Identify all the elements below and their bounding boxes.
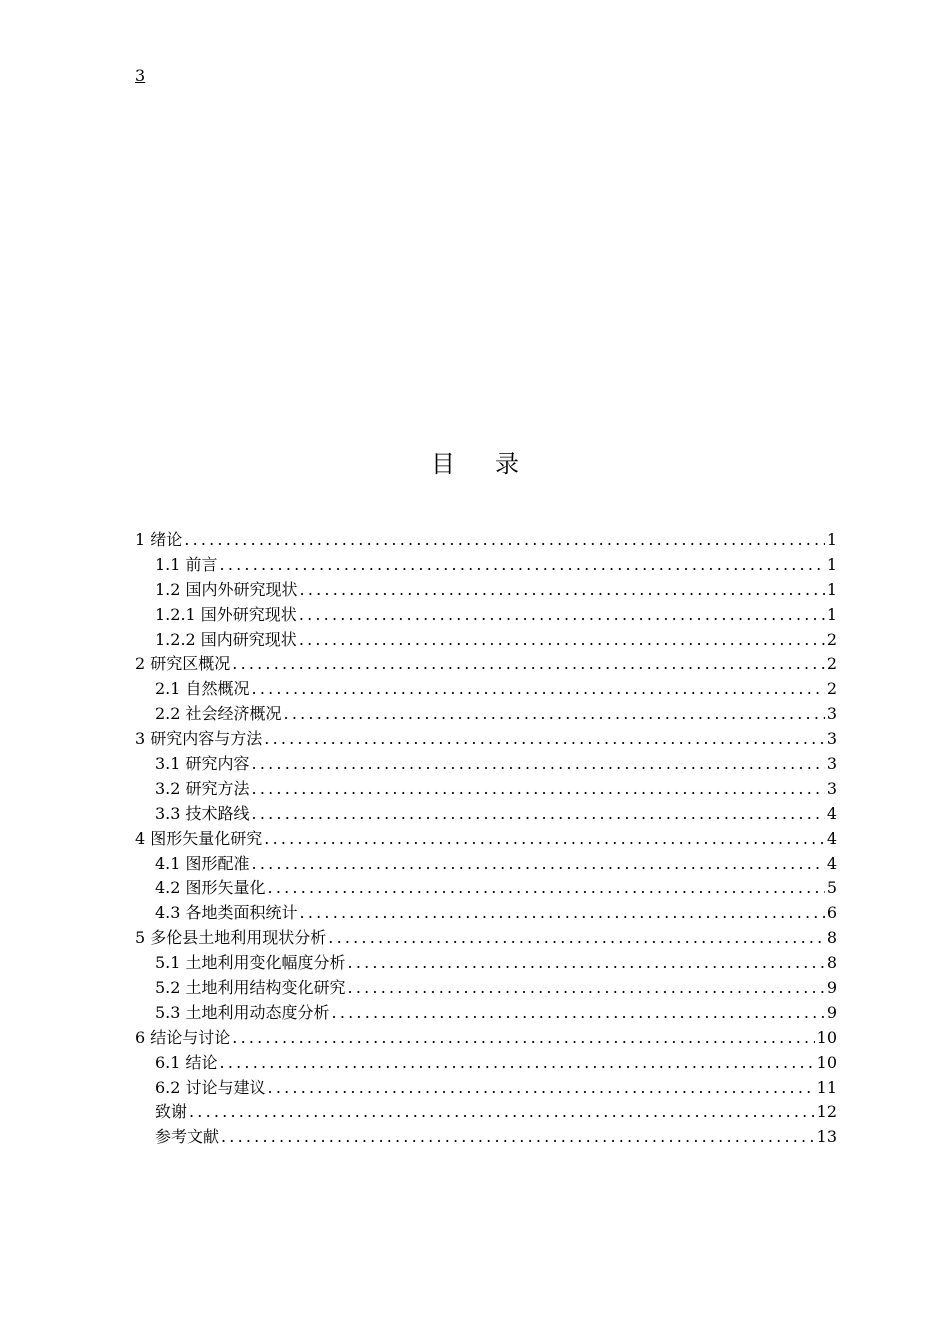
toc-entry[interactable] [135, 528, 837, 553]
toc-entry-page: 9 [826, 978, 837, 998]
toc-leader-dots [189, 1100, 815, 1125]
toc-entry[interactable] [135, 553, 837, 578]
toc-leader-dots [252, 777, 825, 802]
toc-title: 目录 [431, 450, 559, 478]
toc-leader-dots [220, 553, 825, 578]
toc-entry[interactable] [135, 827, 837, 852]
toc-entry-label: 5.3 土地利用动态度分析 [155, 1002, 330, 1022]
toc-leader-dots [332, 1001, 825, 1026]
toc-entry[interactable] [135, 578, 837, 603]
toc-entry-label: 6.2 讨论与建议 [155, 1077, 266, 1097]
toc-entry-label: 5.1 土地利用变化幅度分析 [155, 953, 346, 973]
toc-leader-dots [221, 1125, 815, 1150]
toc-entry-page: 1 [826, 554, 837, 574]
toc-entry[interactable] [135, 777, 837, 802]
toc-leader-dots [252, 852, 825, 877]
toc-entry[interactable] [135, 802, 837, 827]
toc-entry[interactable] [135, 752, 837, 777]
toc-entry-label: 4 图形矢量化研究 [135, 828, 263, 848]
toc-entry-page: 10 [816, 1027, 837, 1047]
toc-leader-dots [220, 1051, 815, 1076]
toc-leader-dots [268, 1076, 815, 1101]
toc-entry-page: 3 [826, 729, 837, 749]
toc-leader-dots [328, 926, 825, 951]
toc-entry-label: 6 结论与讨论 [135, 1027, 231, 1047]
toc-entry-label: 3.2 研究方法 [155, 778, 250, 798]
toc-entry[interactable] [135, 876, 837, 901]
toc-entry[interactable] [135, 901, 837, 926]
toc-entry-page: 9 [826, 1002, 837, 1022]
toc-entry-page: 3 [826, 754, 837, 774]
toc-entry-label: 5.2 土地利用结构变化研究 [155, 978, 346, 998]
toc-entry-label: 6.1 结论 [155, 1052, 218, 1072]
toc-entry-page: 11 [816, 1077, 837, 1097]
toc-entry-page: 12 [816, 1102, 837, 1122]
toc-leader-dots [348, 976, 825, 1001]
toc-entry-label: 2 研究区概况 [135, 654, 231, 674]
toc-entry[interactable] [135, 603, 837, 628]
toc-entry-label: 3.3 技术路线 [155, 803, 250, 823]
toc-entry-page: 1 [826, 579, 837, 599]
toc-entry[interactable] [135, 652, 837, 677]
toc-entry[interactable] [135, 1026, 837, 1051]
toc-entry[interactable] [135, 852, 837, 877]
toc-leader-dots [299, 628, 825, 653]
toc-entry[interactable] [135, 951, 837, 976]
toc-leader-dots [268, 876, 825, 901]
toc-entry[interactable] [135, 976, 837, 1001]
toc-entry-page: 2 [826, 654, 837, 674]
toc-entry-page: 4 [826, 828, 837, 848]
toc-entry-page: 3 [826, 704, 837, 724]
toc-entry-page: 4 [826, 853, 837, 873]
toc-entry-label: 参考文献 [155, 1127, 220, 1147]
toc-leader-dots [264, 827, 825, 852]
toc-entry-label: 致谢 [155, 1102, 188, 1122]
toc-leader-dots [252, 677, 825, 702]
toc-entry-label: 1.1 前言 [155, 554, 218, 574]
toc-entry-page: 1 [826, 604, 837, 624]
toc-entry-label: 5 多伦县土地利用现状分析 [135, 928, 327, 948]
toc-entry-label: 2.2 社会经济概况 [155, 704, 282, 724]
toc-entry-page: 2 [826, 679, 837, 699]
toc-entry[interactable] [135, 677, 837, 702]
toc-entry-label: 4.1 图形配准 [155, 853, 250, 873]
toc-entry-page: 6 [826, 903, 837, 923]
toc-entry-label: 1.2.1 国外研究现状 [155, 604, 297, 624]
toc-entry[interactable] [135, 1001, 837, 1026]
toc-entry[interactable] [135, 926, 837, 951]
toc-entry[interactable] [135, 1100, 837, 1125]
toc-leader-dots [252, 752, 825, 777]
toc-entry[interactable] [135, 727, 837, 752]
toc-entry[interactable] [135, 1076, 837, 1101]
toc-leader-dots [300, 578, 825, 603]
toc-leader-dots [232, 652, 825, 677]
page-number: 3 [135, 66, 146, 85]
toc-entry-page: 10 [816, 1052, 837, 1072]
toc-entry-label: 1 绪论 [135, 530, 183, 549]
toc-entry-page: 13 [816, 1127, 837, 1147]
toc-leader-dots [232, 1026, 814, 1051]
toc-entry[interactable] [135, 1125, 837, 1150]
toc-entry-label: 1.2.2 国内研究现状 [155, 629, 297, 649]
toc-entry-label: 4.2 图形矢量化 [155, 878, 266, 898]
toc-entry-page: 4 [826, 803, 837, 823]
toc-entry-page: 5 [826, 878, 837, 898]
toc-entry[interactable] [135, 702, 837, 727]
toc-entry-label: 1.2 国内外研究现状 [155, 579, 298, 599]
toc-entry[interactable] [135, 628, 837, 653]
table-of-contents [135, 528, 837, 1150]
toc-leader-dots [184, 528, 825, 553]
toc-entry-page: 2 [826, 629, 837, 649]
toc-entry-page: 8 [826, 928, 837, 948]
toc-entry-label: 3 研究内容与方法 [135, 729, 263, 749]
toc-leader-dots [348, 951, 825, 976]
toc-leader-dots [252, 802, 825, 827]
toc-entry[interactable] [135, 1051, 837, 1076]
toc-entry-page: 3 [826, 778, 837, 798]
toc-entry-page: 1 [826, 530, 837, 549]
toc-leader-dots [299, 603, 825, 628]
toc-entry-page: 8 [826, 953, 837, 973]
toc-entry-label: 4.3 各地类面积统计 [155, 903, 298, 923]
toc-leader-dots [284, 702, 825, 727]
toc-entry-label: 3.1 研究内容 [155, 754, 250, 774]
toc-entry-label: 2.1 自然概况 [155, 679, 250, 699]
toc-leader-dots [264, 727, 825, 752]
toc-leader-dots [300, 901, 825, 926]
